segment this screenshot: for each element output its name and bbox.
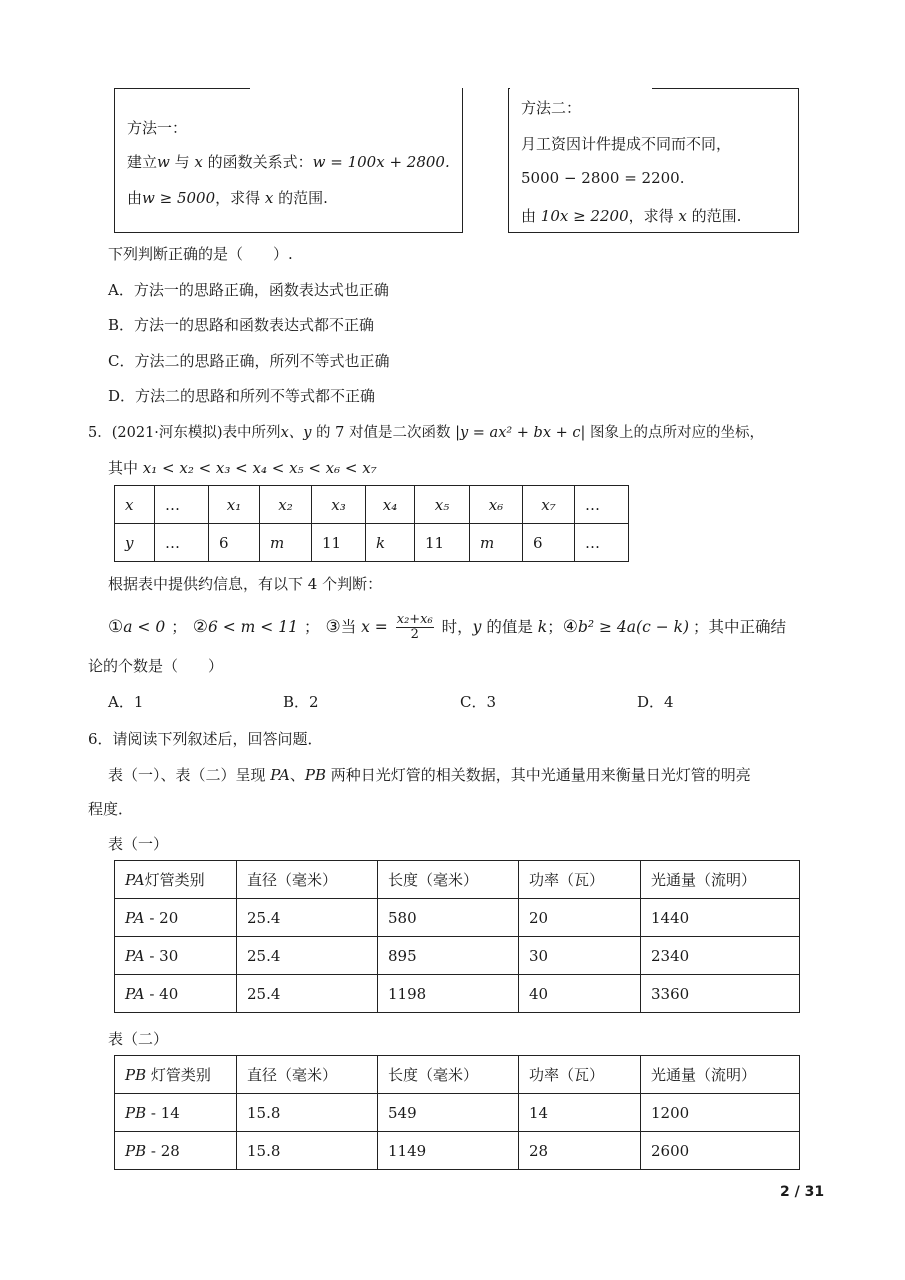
table-cell: 1198 [378, 975, 519, 1013]
method-one-title: 方法一： [127, 119, 188, 137]
q5-choice-a: A．1 [108, 693, 144, 711]
method-two-box [508, 88, 799, 233]
table-cell: x₅ [415, 486, 470, 524]
table-header-cell: 功率（瓦） [519, 861, 641, 899]
table-cell: … [155, 524, 209, 562]
q4-option-d: D．方法二的思路和所列不等式都不正确 [108, 387, 376, 405]
table-cell: 15.8 [237, 1132, 378, 1170]
table-two [114, 1055, 800, 1170]
table-cell: 30 [519, 937, 641, 975]
table-cell: 580 [378, 899, 519, 937]
table-row [115, 1094, 800, 1132]
table-header-cell: 光通量（流明） [641, 861, 800, 899]
q4-option-c: C．方法二的思路正确，所列不等式也正确 [108, 352, 390, 370]
table-row [115, 1056, 800, 1094]
q5-choice-c: C．3 [460, 693, 497, 711]
table-cell: x₂ [260, 486, 312, 524]
q5-choice-b: B．2 [283, 693, 319, 711]
table-cell: 2600 [641, 1132, 800, 1170]
method-one-line-2: 由w ≥ 5000，求得 x 的范围. [127, 189, 328, 207]
table-cell: 25.4 [237, 975, 378, 1013]
table-cell: 549 [378, 1094, 519, 1132]
table-cell: x [115, 486, 155, 524]
table-row [115, 937, 800, 975]
q5-judgement-tail: 论的个数是（ ） [88, 657, 224, 675]
table-cell: 1200 [641, 1094, 800, 1132]
table-row [115, 861, 800, 899]
table-cell: x₁ [209, 486, 260, 524]
method-two-line-2: 5000 − 2800 = 2200. [521, 169, 685, 187]
q5-value-table [114, 485, 629, 562]
q4-option-b: B．方法一的思路和函数表达式都不正确 [108, 316, 375, 334]
table-cell: 15.8 [237, 1094, 378, 1132]
table-header-cell: 长度（毫米） [378, 861, 519, 899]
table-header-cell: PB 灯管类别 [115, 1056, 237, 1094]
method-one-box [114, 88, 463, 233]
table-one [114, 860, 800, 1013]
table-cell: PB - 28 [115, 1132, 237, 1170]
table-row [115, 899, 800, 937]
table-cell: x₆ [470, 486, 523, 524]
table-cell: 20 [519, 899, 641, 937]
table-cell: … [155, 486, 209, 524]
table-header-cell: 光通量（流明） [641, 1056, 800, 1094]
table-cell: PA - 30 [115, 937, 237, 975]
table-cell: PA - 40 [115, 975, 237, 1013]
table-cell: 6 [209, 524, 260, 562]
table-cell: 25.4 [237, 937, 378, 975]
table-cell: 895 [378, 937, 519, 975]
table-cell: x₃ [312, 486, 366, 524]
table-cell: 14 [519, 1094, 641, 1132]
method-two-title: 方法二： [521, 99, 582, 117]
table-cell: m [470, 524, 523, 562]
q6-description-line-2: 程度． [88, 800, 134, 818]
table-cell: x₇ [523, 486, 575, 524]
table-cell: y [115, 524, 155, 562]
table-row [115, 975, 800, 1013]
q6-description-line-1: 表（一）、表（二）呈现 PA、PB 两种日光灯管的相关数据，其中光通量用来衡量日光灯管的明亮 [108, 766, 751, 784]
table-cell: 40 [519, 975, 641, 1013]
method-two-line-1: 月工资因计件提成不同而不同， [521, 135, 732, 153]
table-header-cell: 长度（毫米） [378, 1056, 519, 1094]
table-row [115, 1132, 800, 1170]
table-cell: 3360 [641, 975, 800, 1013]
table-cell: PB - 14 [115, 1094, 237, 1132]
table-cell: 11 [312, 524, 366, 562]
table-cell: 1440 [641, 899, 800, 937]
table-cell: 6 [523, 524, 575, 562]
table-cell: 11 [415, 524, 470, 562]
q4-option-a: A．方法一的思路正确，函数表达式也正确 [108, 281, 389, 299]
table-cell: PA - 20 [115, 899, 237, 937]
table-cell: 25.4 [237, 899, 378, 937]
table-cell: k [366, 524, 415, 562]
q5-stem-line-1: 5．(2021·河东模拟)表中所列x、y 的 7 对值是二次函数 |y = ax² + bx + c| 图象上的点所对应的坐标， [88, 425, 764, 441]
table-cell: 28 [519, 1132, 641, 1170]
table-cell: x₄ [366, 486, 415, 524]
page-number: 2 / 31 [780, 1184, 825, 1200]
method-one-line-1: 建立w 与 x 的函数关系式：w = 100x + 2800. [127, 153, 450, 171]
table-cell: 2340 [641, 937, 800, 975]
q5-info: 根据表中提供约信息，有以下 4 个判断： [108, 575, 383, 593]
table-cell: 1149 [378, 1132, 519, 1170]
q5-judgements: ①a < 0 ； ②6 < m < 11 ； ③当 x = $\frac{\text{x₂+x₆}}{2}$ 时，y 的值是 k；④b² ≥ 4a(c − k) ；其中正确结 [108, 612, 787, 643]
table-cell: m [260, 524, 312, 562]
q5-choice-d: D．4 [637, 693, 674, 711]
table-two-title: 表（二） [108, 1030, 169, 1048]
table-header-cell: 直径（毫米） [237, 1056, 378, 1094]
table-row [115, 524, 629, 562]
q6-stem: 6．请阅读下列叙述后，回答问题． [88, 730, 323, 748]
table-row [115, 486, 629, 524]
q4-prompt: 下列判断正确的是（ ）. [108, 245, 293, 263]
table-header-cell: 直径（毫米） [237, 861, 378, 899]
method-two-line-3: 由 10x ≥ 2200，求得 x 的范围. [521, 207, 742, 225]
table-one-title: 表（一） [108, 835, 169, 853]
table-cell: … [575, 486, 629, 524]
table-header-cell: PA灯管类别 [115, 861, 237, 899]
table-header-cell: 功率（瓦） [519, 1056, 641, 1094]
q5-stem-line-2: 其中 x₁ < x₂ < x₃ < x₄ < x₅ < x₆ < x₇ [108, 459, 377, 477]
table-cell: … [575, 524, 629, 562]
